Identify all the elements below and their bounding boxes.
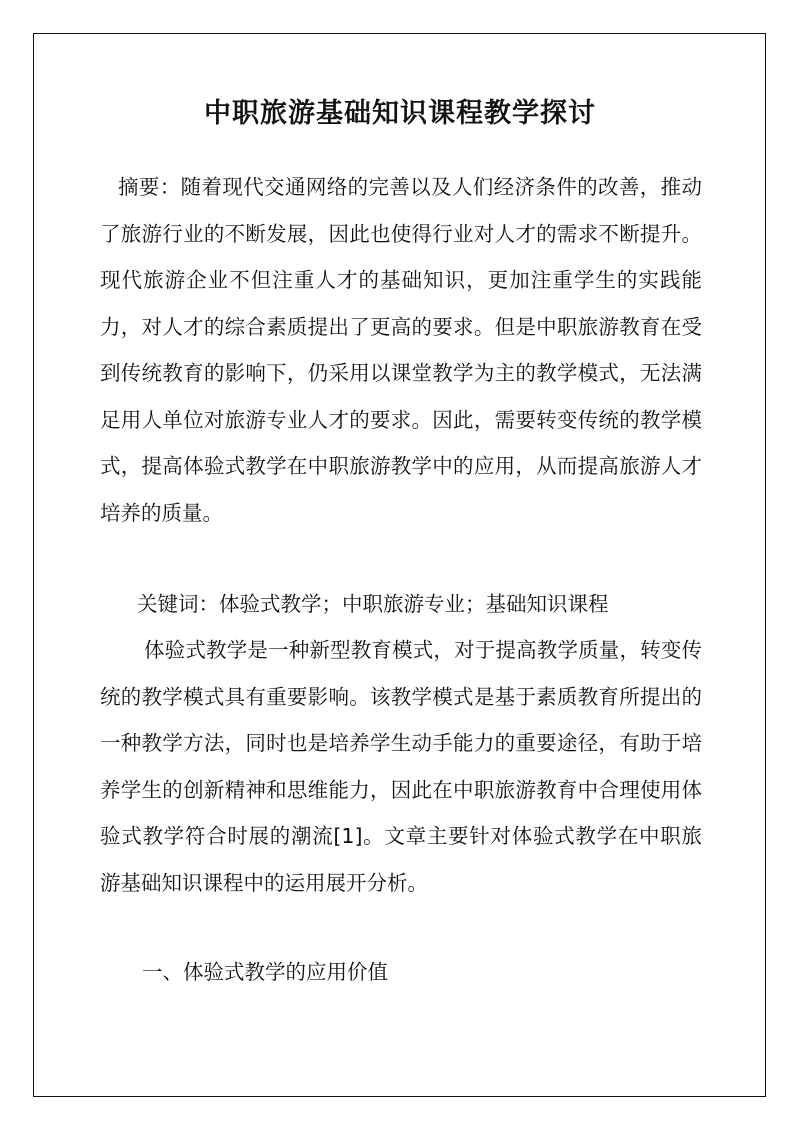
intro-paragraph: 体验式教学是一种新型教育模式，对于提高教学质量，转变传统的教学模式具有重要影响。该教学模式是基于素质教育所提出的一种教学方法，同时也是培养学生动手能力的重要途径，有助于培养学生的创新精神和思维能力，因此在中职旅游教育中合理使用体验式教学符合时展的潮流[1]。文章主要针对体验式教学在中职旅游基础知识课程中的运用展开分析。 (100, 638, 702, 895)
document-title: 中职旅游基础知识课程教学探讨 (204, 98, 596, 129)
section-heading: 一、体验式教学的应用价值 (142, 960, 388, 984)
keywords-line: 关键词：体验式教学；中职旅游专业；基础知识课程 (137, 592, 609, 616)
abstract-paragraph: 摘要：随着现代交通网络的完善以及人们经济条件的改善，推动了旅游行业的不断发展，因此也使得行业对人才的需求不断提升。现代旅游企业不但注重人才的基础知识，更加注重学生的实践能力，对人才的综合素质提出了更高的要求。但是中职旅游教育在受到传统教育的影响下，仍采用以课堂教学为主的教学模式，无法满足用人单位对旅游专业人才的要求。因此，需要转变传统的教学模式，提高体验式教学在中职旅游教学中的应用，从而提高旅游人才培养的质量。 (100, 175, 702, 525)
